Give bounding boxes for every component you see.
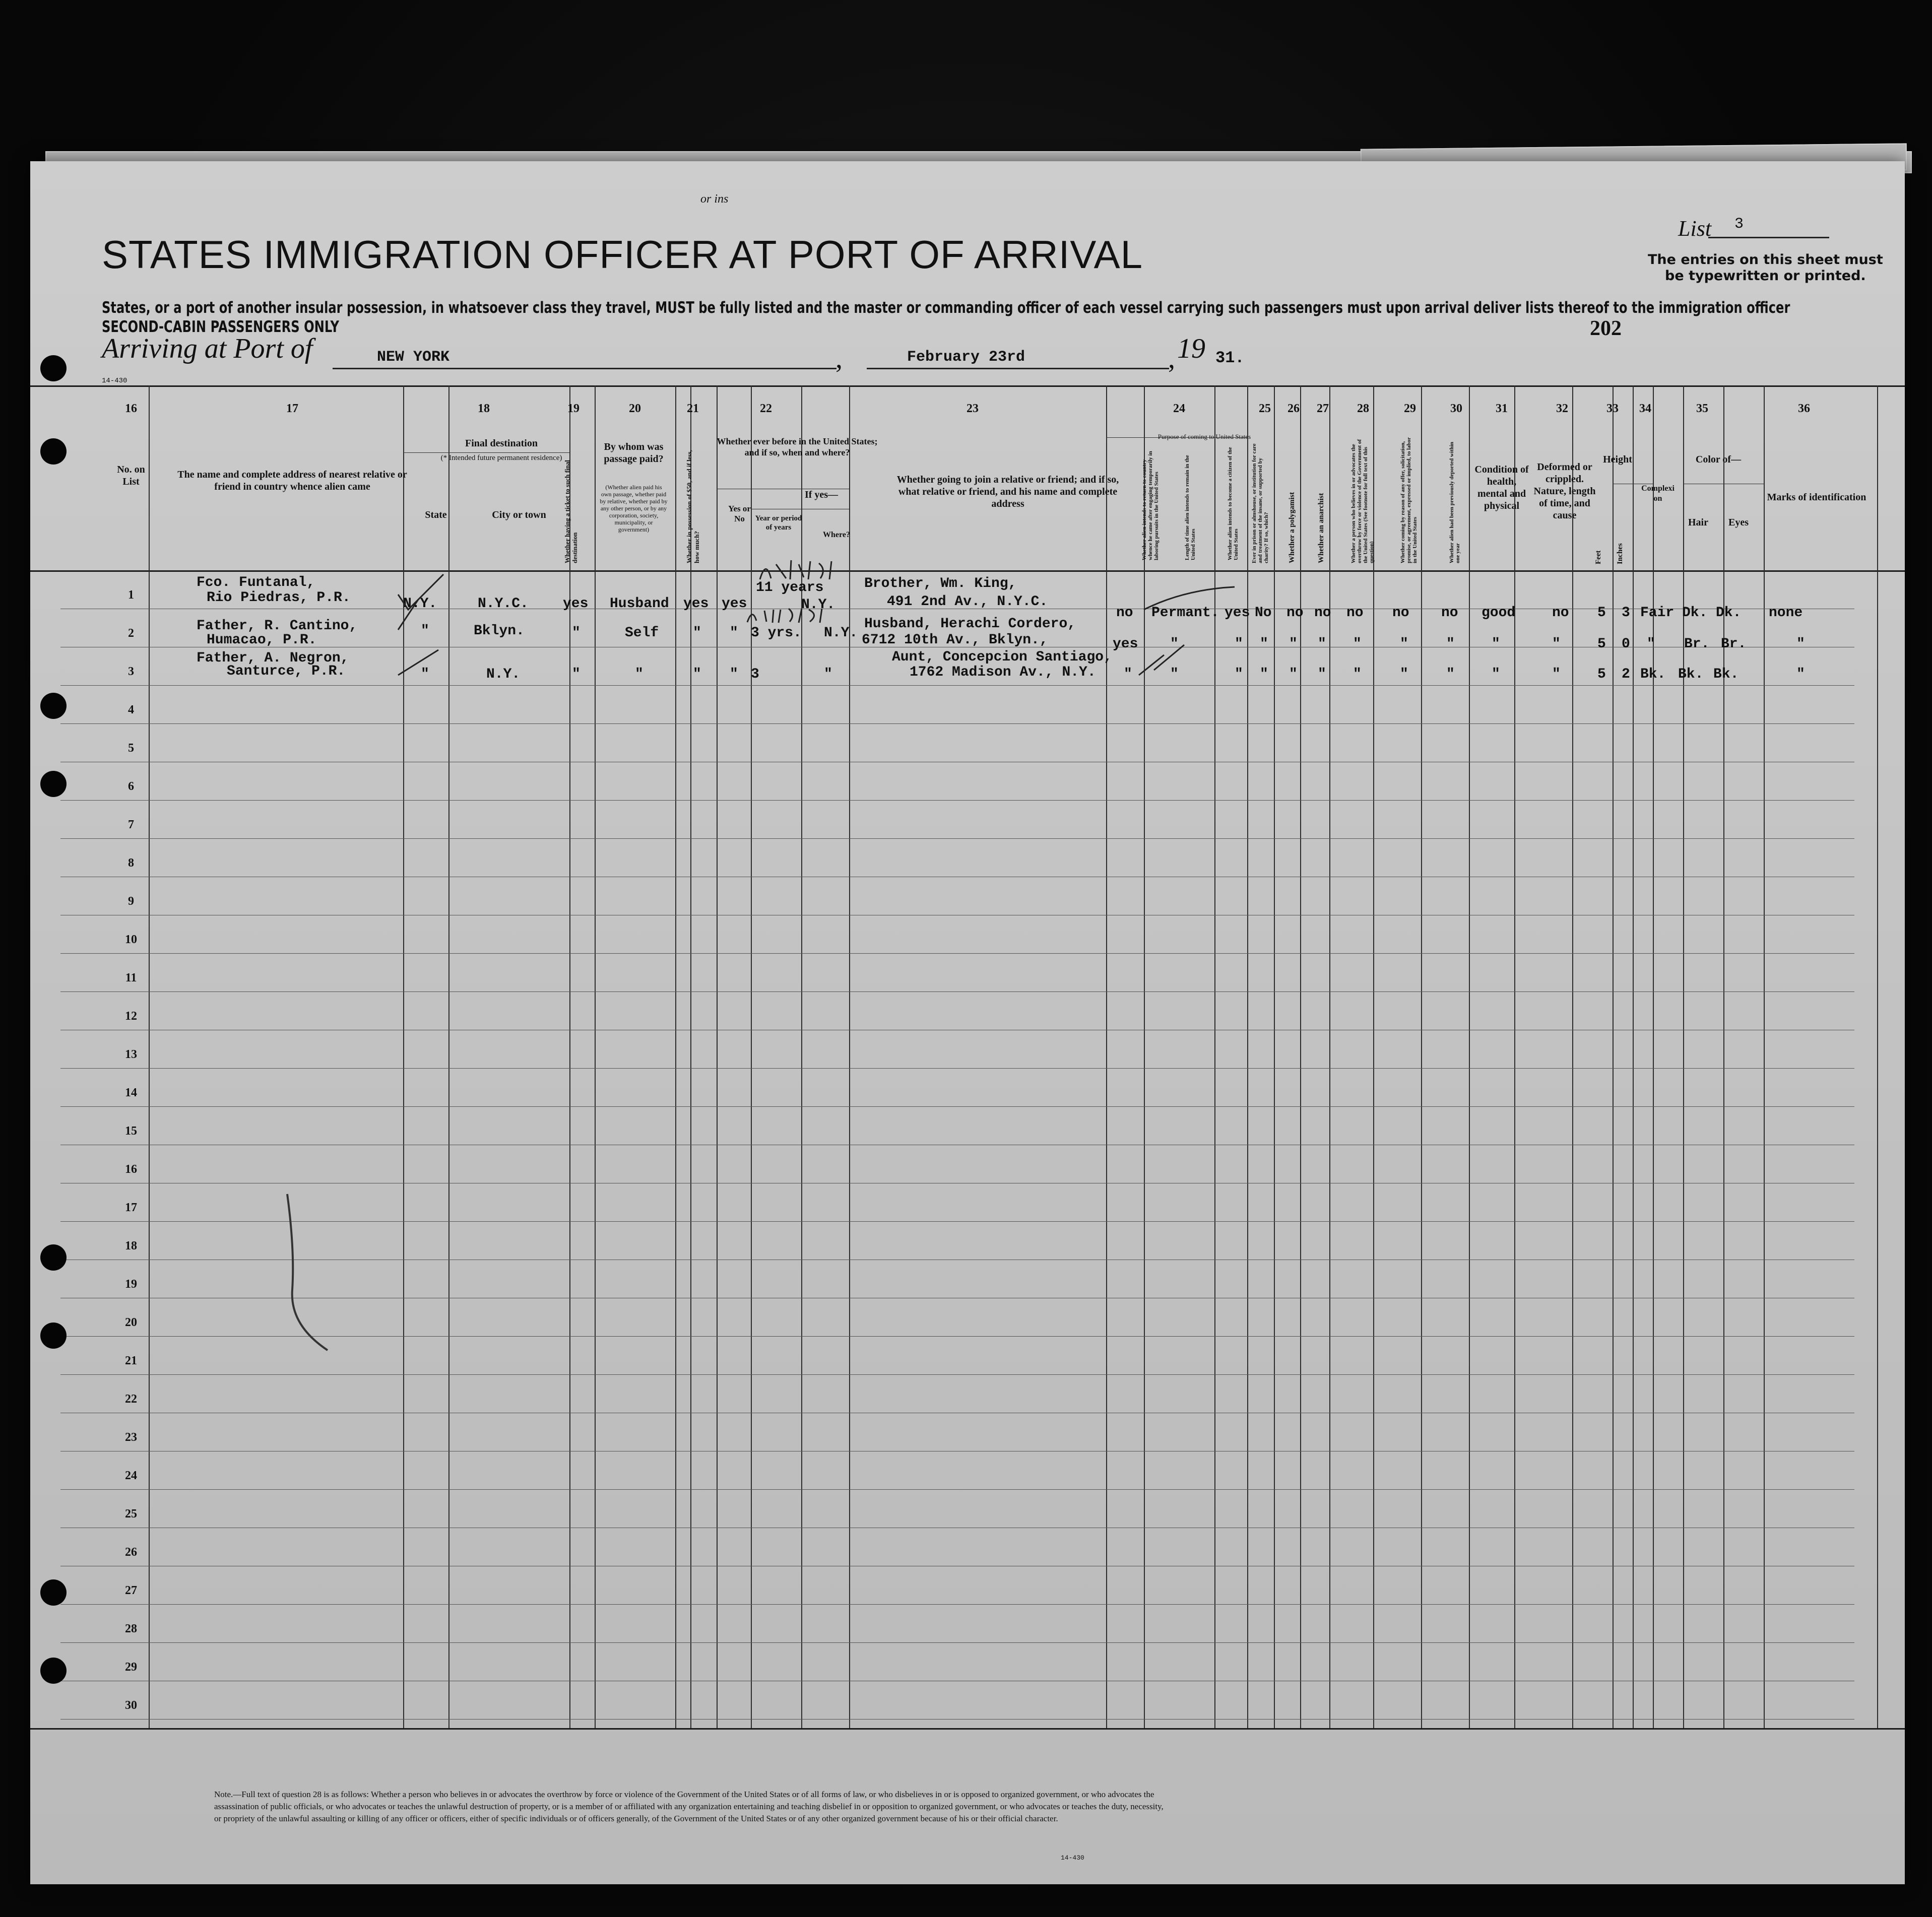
col-number-28: 28 xyxy=(1357,402,1369,415)
hdr-overthrow: Whether a person who believes in or advocates the overthrow by force or violence of the Government of the United States (See footnote for full text of this question) xyxy=(1350,439,1375,563)
col-number-35: 35 xyxy=(1696,402,1708,415)
hdr-where: Where? xyxy=(823,531,850,539)
port-underline xyxy=(333,368,836,369)
col-number-25: 25 xyxy=(1259,402,1271,415)
row-number: 20 xyxy=(125,1316,137,1329)
row-number: 10 xyxy=(125,933,137,946)
column-rule xyxy=(1723,385,1724,1728)
row-number: 16 xyxy=(125,1163,137,1176)
column-rule xyxy=(595,385,596,1728)
hdr-coming-offer: Whether coming by reason of any offer, solicitation, promise, or agreement, expressed or implied, to labor in the United States xyxy=(1400,437,1418,563)
entry-2-offer: " xyxy=(1400,636,1408,652)
punch-hole xyxy=(40,1658,67,1684)
row-number: 14 xyxy=(125,1086,137,1099)
entry-2-ticket: " xyxy=(572,625,581,641)
entry-2-prison: " xyxy=(1260,636,1268,652)
entry-2-anarchist: " xyxy=(1318,636,1326,652)
col-number-32: 32 xyxy=(1556,402,1568,415)
entry-3-deported: " xyxy=(1446,667,1455,682)
hdr-polygamist: Whether a polygamist xyxy=(1288,492,1296,563)
entry-3-before: " xyxy=(730,667,738,682)
entry-2-join-line-2: 6712 10th Av., Bklyn., xyxy=(862,632,1048,648)
hdr-feet: Feet xyxy=(1594,550,1602,564)
row-number: 2 xyxy=(128,627,134,640)
date-underline xyxy=(867,368,1169,369)
list-underline xyxy=(1708,237,1829,238)
entry-1-return: no xyxy=(1116,605,1133,621)
entry-1-inches: 3 xyxy=(1622,605,1630,621)
entry-1-money: yes xyxy=(683,596,709,612)
entry-3-offer: " xyxy=(1400,667,1408,682)
row-rule xyxy=(60,800,1854,801)
footnote: Note.—Full text of question 28 is as follows: Whether a person who believes in or advocates the overthrow by force or violence of the Government of the United States or of all forms of law, or who disbelieves in or is opposed to organized government, or who advocates the assassination of public officials, or who advocates or teaches the unlawful destruction of property, or is a member of or affiliated with any organization entertaining and teaching disbelief in or opposition to organized government, or who advocates or teaches the duty, necessity, or propriety of the unlawful assaulting or killing of any officer or officers, either of specific individuals or of officers generally, of the Government of the United States or of any other organized government because of his or their official character. xyxy=(214,1790,1164,1823)
column-rule xyxy=(149,385,150,1728)
entry-3-eyes: Bk. xyxy=(1713,667,1739,682)
row-number: 7 xyxy=(128,818,134,831)
hdr-height: Height xyxy=(1603,454,1632,465)
column-rule xyxy=(1300,385,1301,1728)
hdr-join-relative: Whether going to join a relative or friend; and if so, what relative or friend, and his name and complete address xyxy=(896,474,1119,509)
entry-1-where: N.Y. xyxy=(801,597,835,613)
col-number-34: 34 xyxy=(1639,402,1651,415)
insert-mark: or ins xyxy=(700,192,729,206)
entry-3-city: N.Y. xyxy=(486,667,521,682)
row-rule xyxy=(60,685,1854,686)
column-rule xyxy=(1877,385,1878,1728)
row-number: 22 xyxy=(125,1393,137,1406)
entry-2-money: " xyxy=(693,625,701,641)
year-suffix: 31. xyxy=(1215,349,1245,367)
row-number: 9 xyxy=(128,895,134,908)
entry-1-relative-line-2: Rio Piedras, P.R. xyxy=(207,590,351,606)
entry-1-feet: 5 xyxy=(1597,605,1606,621)
entry-1-ticket: yes xyxy=(563,596,589,612)
entry-3-hair: Bk. xyxy=(1678,667,1704,682)
entry-3-money: " xyxy=(693,667,701,682)
entry-3-feet: 5 xyxy=(1597,667,1606,682)
row-rule xyxy=(60,1374,1854,1375)
entry-1-deported: no xyxy=(1441,605,1458,621)
hdr-nearest-relative: The name and complete address of nearest relative or friend in country whence alien came xyxy=(177,469,407,492)
entry-1-before: yes xyxy=(722,596,747,612)
column-rule xyxy=(690,385,691,1728)
instruction-line: States, or a port of another insular possession, in whatsoever class they travel, MUST be fully listed and the master or commanding officer of each vessel carrying such passengers must upon arrival deliver lists thereof to the immigration officer xyxy=(102,299,1790,317)
column-rule xyxy=(1683,385,1684,1728)
entry-3-paid-by: " xyxy=(635,667,643,682)
hdr-final-destination-note: (* Intended future permanent residence) xyxy=(440,454,562,462)
column-rule xyxy=(569,385,570,1728)
entry-2-marks: " xyxy=(1796,636,1805,652)
row-rule xyxy=(60,1489,1854,1490)
entry-1-city: N.Y.C. xyxy=(478,596,529,612)
entry-3-complexion: Bk. xyxy=(1640,667,1666,682)
entry-3-state: " xyxy=(421,667,429,682)
row-rule xyxy=(60,1719,1854,1720)
column-rule xyxy=(1144,385,1145,1728)
hdr-complexion: Complexion xyxy=(1641,484,1675,503)
entry-2-relative-line-2: Humacao, P.R. xyxy=(207,632,317,648)
entry-1-offer: no xyxy=(1392,605,1409,621)
entry-2-paid-by: Self xyxy=(625,625,659,641)
column-rule xyxy=(751,385,752,1728)
column-rule xyxy=(1469,385,1470,1728)
hdr-deformed: Deformed or crippled. Nature, length of time, and cause xyxy=(1533,461,1596,521)
entry-1-deformed: no xyxy=(1552,605,1569,621)
entry-2-relative-line-1: Father, R. Cantino, xyxy=(197,618,358,634)
hdr-before-in-us: Whether ever before in the United States; and if so, when and where? xyxy=(717,436,878,457)
page-title: STATES IMMIGRATION OFFICER AT PORT OF ARRIVAL xyxy=(102,232,1143,277)
entry-2-before: " xyxy=(730,625,738,641)
col-number-24: 24 xyxy=(1173,402,1185,415)
row-number: 25 xyxy=(125,1507,137,1521)
entry-3-health: " xyxy=(1492,667,1500,682)
entry-3-anarchist: " xyxy=(1318,667,1326,682)
entry-1-health: good xyxy=(1482,605,1516,621)
column-rule xyxy=(1633,385,1634,1728)
row-number: 19 xyxy=(125,1278,137,1291)
entry-3-where: " xyxy=(824,667,832,682)
row-rule xyxy=(60,723,1854,724)
subtitle: SECOND-CABIN PASSENGERS ONLY xyxy=(102,318,340,336)
row-number: 13 xyxy=(125,1048,137,1061)
hdr-money: Whether in possession of $50, and if less, how much? xyxy=(685,450,700,563)
row-number: 17 xyxy=(125,1201,137,1214)
entry-2-complexion: " xyxy=(1647,636,1655,652)
col-number-27: 27 xyxy=(1317,402,1329,415)
form-code: 14-430 xyxy=(102,377,127,385)
row-number: 15 xyxy=(125,1125,137,1138)
hdr-color-of: Color of— xyxy=(1695,454,1742,465)
row-number: 28 xyxy=(125,1622,137,1635)
row-rule xyxy=(60,953,1854,954)
row-number: 27 xyxy=(125,1584,137,1597)
row-number: 12 xyxy=(125,1010,137,1023)
hdr-purpose: Purpose of coming to United States xyxy=(1157,433,1251,440)
row-number: 29 xyxy=(125,1661,137,1674)
row-number: 11 xyxy=(125,971,137,984)
table-bottom-rule xyxy=(30,1728,1905,1730)
port-value: NEW YORK xyxy=(377,349,450,366)
row-number: 6 xyxy=(128,780,134,793)
entries-note-line-1: The entries on this sheet must xyxy=(1648,252,1883,268)
entry-2-city: Bklyn. xyxy=(474,623,525,639)
entry-1-marks: none xyxy=(1769,605,1803,621)
row-number: 23 xyxy=(125,1431,137,1444)
row-rule xyxy=(60,1642,1854,1643)
entry-1-anarchist: no xyxy=(1314,605,1331,621)
column-rule xyxy=(1329,385,1330,1728)
row-number: 21 xyxy=(125,1354,137,1367)
row-number: 1 xyxy=(128,588,134,602)
column-rule xyxy=(1373,385,1374,1728)
entry-3-return: " xyxy=(1124,667,1132,682)
column-rule xyxy=(1653,385,1654,1728)
row-rule xyxy=(60,1336,1854,1337)
hdr-city: City or town xyxy=(492,509,546,520)
entry-1-period: 11 years xyxy=(756,580,824,596)
row-rule xyxy=(60,1106,1854,1107)
col-number-18: 18 xyxy=(478,402,490,415)
punch-hole xyxy=(40,438,67,465)
entry-1-overthrow: no xyxy=(1346,605,1364,621)
entry-3-join-line-1: Aunt, Concepcion Santiago, xyxy=(892,649,1112,665)
row-number: 8 xyxy=(128,856,134,870)
hdr-purpose-citizen: Whether alien intends to become a citizen of the United States xyxy=(1227,447,1239,560)
hdr-eyes: Eyes xyxy=(1728,517,1749,528)
punch-hole xyxy=(40,1244,67,1271)
entry-2-citizen: " xyxy=(1235,636,1243,652)
entry-3-overthrow: " xyxy=(1353,667,1362,682)
column-rule xyxy=(1106,385,1107,1728)
column-rule xyxy=(1572,385,1573,1728)
entry-2-period: 3 yrs. xyxy=(751,625,802,641)
entry-1-relative-line-1: Fco. Funtanal, xyxy=(197,575,315,590)
hdr-purpose-return: Whether alien intends to return to country whence he came after engaging temporarily in laboring pursuits in the United States xyxy=(1141,451,1160,560)
column-rule xyxy=(849,385,850,1728)
entry-2-length: " xyxy=(1170,636,1179,652)
column-rule xyxy=(1247,385,1248,1728)
col-number-16: 16 xyxy=(125,402,137,415)
check-mark-purpose-2 xyxy=(1134,635,1194,680)
hdr-anarchist: Whether an anarchist xyxy=(1317,493,1325,563)
hdr-passage-paid: By whom was passage paid? xyxy=(604,441,664,465)
hdr-prison: Ever in prison or almshouse, or institution for care and treatment of the insane, or supported by charity? If so, which? xyxy=(1251,443,1269,563)
row-number: 5 xyxy=(128,742,134,755)
row-number: 30 xyxy=(125,1699,137,1712)
entry-3-join-line-2: 1762 Madison Av., N.Y. xyxy=(910,665,1096,680)
row-rule xyxy=(60,991,1854,992)
entry-3-citizen: " xyxy=(1235,667,1243,682)
entry-1-hair: Dk. xyxy=(1682,605,1708,621)
col-number-31: 31 xyxy=(1496,402,1508,415)
entry-3-relative-line-2: Santurce, P.R. xyxy=(227,664,346,679)
hdr-no-on-list: No. on List xyxy=(117,464,145,487)
pen-stroke xyxy=(272,1189,353,1360)
entry-2-polygamist: " xyxy=(1289,636,1298,652)
list-number: 3 xyxy=(1734,216,1744,233)
entry-3-prison: " xyxy=(1260,667,1268,682)
col-number-26: 26 xyxy=(1287,402,1300,415)
hdr-marks: Marks of identification xyxy=(1767,492,1866,503)
row-rule xyxy=(60,1068,1854,1069)
instructions xyxy=(102,298,1790,337)
punch-hole xyxy=(40,771,67,797)
hdr-ticket: Whether having a ticket to such final destination xyxy=(563,460,578,563)
hdr-passage-paid-note: (Whether alien paid his own passage, whether paid by relative, whether paid by any other person, or by any corporation, society, municipality, or government) xyxy=(600,484,668,533)
col-number-30: 30 xyxy=(1450,402,1462,415)
list-label: List xyxy=(1678,216,1712,241)
entry-3-inches: 2 xyxy=(1622,667,1630,682)
entry-2-eyes: Br. xyxy=(1721,636,1747,652)
punch-hole xyxy=(40,1323,67,1349)
hdr-state: State xyxy=(425,509,447,520)
column-rule xyxy=(1214,385,1215,1728)
entry-2-inches: 0 xyxy=(1622,636,1630,652)
entry-3-relative-line-1: Father, A. Negron, xyxy=(197,650,349,666)
col-number-19: 19 xyxy=(567,402,579,415)
arriving-label: Arriving at Port of xyxy=(102,333,313,364)
entry-1-state: N.Y. xyxy=(403,596,437,612)
hdr-hair: Hair xyxy=(1688,517,1708,528)
col-number-36: 36 xyxy=(1798,402,1810,415)
entry-3-period: 3 xyxy=(751,667,759,682)
entry-2-where: N.Y. xyxy=(824,625,858,641)
comma-separator: , xyxy=(835,343,843,374)
row-number: 26 xyxy=(125,1546,137,1559)
hdr-final-destination: Final destination xyxy=(465,438,538,449)
entry-1-citizen: yes xyxy=(1225,605,1250,621)
comma-separator: , xyxy=(1168,343,1175,374)
column-rule xyxy=(1613,385,1614,1728)
entry-1-prison: No xyxy=(1255,605,1272,621)
table-top-rule xyxy=(30,385,1905,387)
column-rule xyxy=(403,385,404,1728)
hdr-year-period: Year or period of years xyxy=(755,514,802,532)
col-number-21: 21 xyxy=(687,402,699,415)
column-rule xyxy=(1421,385,1422,1728)
col-number-22: 22 xyxy=(760,402,772,415)
entry-2-deformed: " xyxy=(1552,636,1561,652)
entry-1-complexion: Fair xyxy=(1640,605,1675,621)
col-number-20: 20 xyxy=(629,402,641,415)
year-prefix: 19 xyxy=(1177,333,1205,364)
hdr-inches: Inches xyxy=(1616,543,1624,564)
row-rule xyxy=(60,1221,1854,1222)
hdr-health: Condition of health, mental and physical xyxy=(1474,464,1529,511)
hdr-purpose-length: Length of time alien intends to remain in the United States xyxy=(1184,455,1196,560)
manifest-sheet xyxy=(30,161,1905,1884)
punch-hole xyxy=(40,693,67,719)
entry-1-eyes: Dk. xyxy=(1716,605,1742,621)
row-number: 3 xyxy=(128,665,134,678)
row-number: 4 xyxy=(128,703,134,716)
date-value: February 23rd xyxy=(907,349,1025,366)
entry-2-hair: Br. xyxy=(1684,636,1710,652)
entry-2-overthrow: " xyxy=(1353,636,1362,652)
punch-hole xyxy=(40,1579,67,1606)
entry-2-join-line-1: Husband, Herachi Cordero, xyxy=(864,616,1076,632)
col-number-33: 33 xyxy=(1606,402,1619,415)
subheader-rule xyxy=(403,452,569,453)
entry-2-feet: 5 xyxy=(1597,636,1606,652)
punch-hole xyxy=(40,355,67,381)
column-rule xyxy=(1514,385,1515,1728)
entry-1-join-line-2: 491 2nd Av., N.Y.C. xyxy=(887,594,1048,610)
column-rule xyxy=(1764,385,1765,1728)
entry-1-length: Permant. xyxy=(1151,605,1219,621)
header-bottom-rule xyxy=(30,570,1905,572)
column-rule xyxy=(717,385,718,1728)
column-rule xyxy=(675,385,676,1728)
col-number-29: 29 xyxy=(1404,402,1416,415)
col-number-17: 17 xyxy=(286,402,298,415)
entry-3-ticket: " xyxy=(572,667,581,682)
column-rule xyxy=(1274,385,1275,1728)
entries-note xyxy=(1648,252,1883,284)
entry-1-join-line-1: Brother, Wm. King, xyxy=(864,576,1017,591)
footer-form-code: 14-430 xyxy=(1061,1854,1084,1862)
col-number-23: 23 xyxy=(967,402,979,415)
entry-3-marks: " xyxy=(1796,667,1805,682)
entry-2-health: " xyxy=(1492,636,1500,652)
entry-3-polygamist: " xyxy=(1289,667,1298,682)
row-rule xyxy=(60,838,1854,839)
entries-note-line-2: be typewritten or printed. xyxy=(1665,268,1866,284)
hdr-yes-or-no: Yes or No xyxy=(728,504,751,523)
row-rule xyxy=(60,1604,1854,1605)
entry-2-return: yes xyxy=(1113,636,1138,652)
entry-1-paid-by: Husband xyxy=(610,596,669,612)
entry-3-length: " xyxy=(1170,667,1179,682)
row-number: 24 xyxy=(125,1469,137,1482)
row-number: 18 xyxy=(125,1239,137,1252)
page-number: 202 xyxy=(1590,317,1622,340)
hdr-if-yes: If yes— xyxy=(804,489,839,500)
entry-2-deported: " xyxy=(1446,636,1455,652)
entry-3-deformed: " xyxy=(1552,667,1561,682)
hdr-deported: Whether alien had been previously deported within one year xyxy=(1449,441,1461,563)
column-rule xyxy=(448,385,449,1728)
entry-2-state: " xyxy=(421,623,429,639)
entry-1-polygamist: no xyxy=(1286,605,1304,621)
